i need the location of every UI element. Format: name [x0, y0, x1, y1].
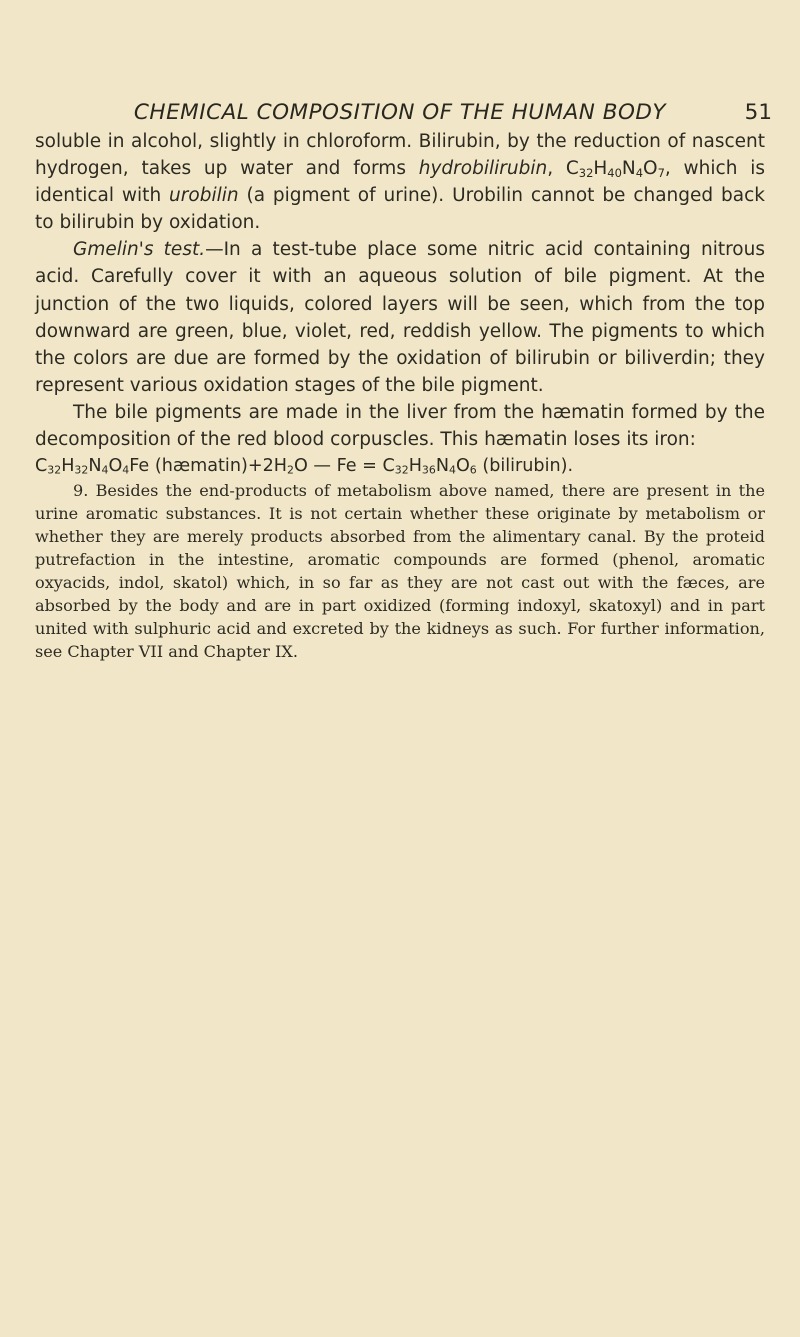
paragraph-gmelins-test — [35, 236, 765, 399]
text-run: 9. Besides the end-products of metabolism above named, there are present in the urine aromatic substances. It is not certain whether these originate by metabolism or whether they are merely products absorbed from the alimentary canal. By the proteid putrefaction in the intestine, aromatic compounds are formed (phenol, aromatic oxyacids, indol, skatol) which, in so far as they are not cast out with the fæces, are absorbed by the body and are in part oxidized (forming indoxyl, skatoxyl) and in part united with sulphuric acid and excreted by the kidneys as such. For further information, see Chapter VII and Chapter IX. — [35, 481, 765, 661]
subscript: 40 — [607, 165, 622, 180]
formula-part: H — [408, 456, 422, 477]
formula-part: (bilirubin). — [476, 456, 574, 477]
text-run: , which is identical with — [35, 158, 765, 207]
text-run: The bile pigments are made in the liver from the hæmatin formed by the decomposition of the red blood corpuscles. This hæmatin loses its iron: — [35, 401, 765, 451]
subscript: 4 — [101, 463, 109, 477]
subscript: 32 — [578, 165, 594, 180]
formula-part: N — [88, 456, 102, 477]
formula-part: C — [35, 456, 48, 477]
text-run: H — [593, 158, 608, 180]
section-heading-gmelins-test: Gmelin's test. — [73, 239, 206, 261]
formula-part: O — [455, 456, 470, 477]
page-number: 51 — [744, 100, 772, 125]
subscript: 4 — [122, 463, 130, 477]
subscript: 32 — [394, 463, 409, 477]
text-run: N — [621, 158, 636, 180]
formula-part: O — Fe = C — [293, 456, 395, 477]
paragraph-bile-pigments — [35, 399, 765, 453]
subscript: 32 — [74, 463, 89, 477]
paragraph-aromatic-substances — [35, 480, 765, 663]
subscript: 36 — [421, 463, 436, 477]
chemical-equation — [35, 453, 765, 480]
paragraph-bilirubin — [35, 128, 765, 236]
term-hydrobilirubin: hydrobilirubin — [418, 158, 548, 180]
subscript: 4 — [448, 463, 456, 477]
subscript: 6 — [469, 463, 477, 477]
running-head: CHEMICAL COMPOSITION OF THE HUMAN BODY — [133, 100, 667, 125]
subscript: 7 — [657, 165, 665, 180]
subscript: 4 — [635, 165, 644, 180]
text-run: (a pigment of urine). Urobilin cannot be changed back to bilirubin by oxidation. — [35, 185, 765, 234]
text-run: —In a test-tube place some nitric acid containing nitrous acid. Carefully cover it with an aqueous solution of bile pigment. At the junction of the two liquids, colored layers will be seen, which from the top downward are green, blue, violet, red, reddish yellow. The pigments to which the colors are due are formed by the oxidation of bilirubin or biliverdin; they represent various oxidation stages of the bile pigment. — [35, 239, 765, 396]
text-run: , C — [547, 158, 579, 180]
main-text — [35, 128, 765, 663]
text-run: O — [643, 158, 658, 180]
formula-part: H — [61, 456, 75, 477]
formula-part: O — [108, 456, 123, 477]
subscript: 32 — [47, 463, 62, 477]
text-run: soluble in alcohol, slightly in chloroform. Bilirubin, by the reduction of nascent hydrogen, takes up water and forms — [35, 131, 765, 180]
formula-part: Fe (hæmatin)+2H — [129, 456, 288, 477]
formula-part: N — [435, 456, 449, 477]
term-urobilin: urobilin — [169, 185, 239, 207]
subscript: 2 — [287, 463, 294, 477]
